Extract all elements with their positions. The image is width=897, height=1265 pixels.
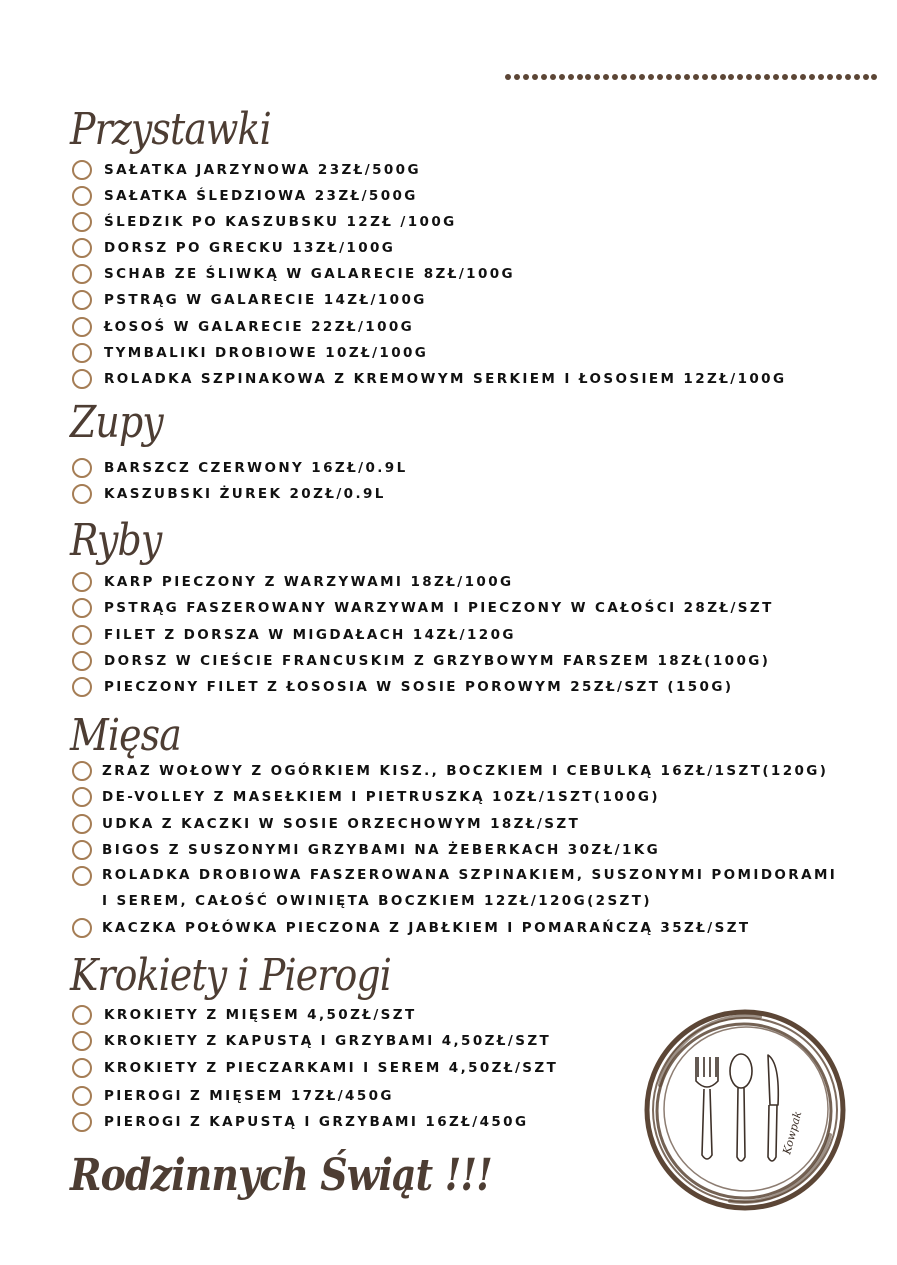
divider-dot [585,74,591,80]
checkbox-circle-icon[interactable] [72,1086,92,1106]
divider-dot [702,74,708,80]
menu-item[interactable] [72,319,414,337]
checkbox-circle-icon[interactable] [72,212,92,232]
checkbox-circle-icon[interactable] [72,918,92,938]
menu-item[interactable] [72,842,660,860]
menu-item[interactable] [72,653,770,671]
menu-item-label: PIECZONY FILET Z ŁOSOSIA W SOSIE POROWYM 25ZŁ/SZT (150G) [104,679,734,695]
divider-dot [711,74,717,80]
menu-item[interactable] [72,266,515,284]
menu-item-label: KARP PIECZONY Z WARZYWAMI 18ZŁ/100G [104,574,514,590]
menu-item-label: ROLADKA DROBIOWA FASZEROWANA SZPINAKIEM, SUSZONYMI POMIDORAMI I SEREM, CAŁOŚĆ OWINIĘTA BOCZKIEM 12ZŁ/120G(2SZT) [102,867,838,909]
checkbox-circle-icon[interactable] [72,1058,92,1078]
menu-item[interactable] [72,763,828,781]
checkbox-circle-icon[interactable] [72,1005,92,1025]
checkbox-circle-icon[interactable] [72,317,92,337]
menu-item-label: KACZKA POŁÓWKA PIECZONA Z JABŁKIEM I POMARAŃCZĄ 35ZŁ/SZT [102,920,751,936]
divider-dot [791,74,797,80]
menu-item-label: KROKIETY Z KAPUSTĄ I GRZYBAMI 4,50ZŁ/SZT [104,1033,552,1049]
divider-dot [755,74,761,80]
plate-cutlery-logo [640,1005,850,1215]
divider-dot [621,74,627,80]
checkbox-circle-icon[interactable] [72,651,92,671]
divider-dot [800,74,806,80]
checkbox-circle-icon[interactable] [72,1112,92,1132]
checkbox-circle-icon[interactable] [72,814,92,834]
section-title-zupy: Zupy [70,397,163,448]
menu-item-label: UDKA Z KACZKI W SOSIE ORZECHOWYM 18ZŁ/SZT [102,816,581,832]
menu-item[interactable] [72,240,395,258]
divider-dot [514,74,520,80]
checkbox-circle-icon[interactable] [72,369,92,389]
menu-item-label: KASZUBSKI ŻUREK 20ZŁ/0.9L [104,486,386,502]
menu-item-label: PIEROGI Z MIĘSEM 17ZŁ/450G [104,1088,394,1104]
divider-dot [639,74,645,80]
menu-item-label: SCHAB ZE ŚLIWKĄ W GALARECIE 8ZŁ/100G [104,266,516,282]
divider-dot [827,74,833,80]
logo-signature: Kowpak [780,1109,805,1156]
checkbox-circle-icon[interactable] [72,160,92,180]
divider-dot [720,74,726,80]
menu-item[interactable] [72,920,751,938]
divider-dot [728,74,734,80]
menu-item[interactable] [72,600,774,618]
menu-item[interactable] [72,627,516,645]
divider-dot [666,74,672,80]
menu-item[interactable] [72,1060,558,1078]
checkbox-circle-icon[interactable] [72,1031,92,1051]
divider-dot [773,74,779,80]
divider-dot [863,74,869,80]
menu-item-label: PSTRĄG FASZEROWANY WARZYWAM I PIECZONY W CAŁOŚCI 28ZŁ/SZT [104,600,774,616]
menu-item-label: SAŁATKA ŚLEDZIOWA 23ZŁ/500G [104,188,418,204]
menu-item-label: BARSZCZ CZERWONY 16ZŁ/0.9L [104,460,408,476]
divider-dot [836,74,842,80]
menu-item[interactable] [72,1033,551,1051]
divider-dot [782,74,788,80]
divider-dot [764,74,770,80]
divider-dot [532,74,538,80]
section-title-ryby: Ryby [70,515,162,566]
divider-dot [550,74,556,80]
checkbox-circle-icon[interactable] [72,866,92,886]
menu-item[interactable] [72,214,457,232]
menu-item-label: TYMBALIKI DROBIOWE 10ZŁ/100G [104,345,429,361]
divider-dot [675,74,681,80]
dotted-divider [505,71,878,83]
menu-item-label: ŚLEDZIK PO KASZUBSKU 12ZŁ /100G [104,214,457,230]
checkbox-circle-icon[interactable] [72,598,92,618]
menu-item[interactable] [72,789,660,807]
checkbox-circle-icon[interactable] [72,290,92,310]
holiday-greeting: Rodzinnych Świąt !!! [70,1150,492,1201]
divider-dot [612,74,618,80]
divider-dot [684,74,690,80]
checkbox-circle-icon[interactable] [72,343,92,363]
checkbox-circle-icon[interactable] [72,484,92,504]
menu-item[interactable] [72,162,421,180]
divider-dot [577,74,583,80]
menu-item[interactable] [72,679,733,697]
checkbox-circle-icon[interactable] [72,238,92,258]
divider-dot [809,74,815,80]
menu-item[interactable] [72,188,418,206]
section-title-przystawki: Przystawki [70,104,271,155]
divider-dot [871,74,877,80]
menu-item[interactable] [72,1088,394,1106]
divider-dot [648,74,654,80]
menu-item-label: PSTRĄG W GALARECIE 14ZŁ/100G [104,292,427,308]
checkbox-circle-icon[interactable] [72,572,92,592]
checkbox-circle-icon[interactable] [72,625,92,645]
checkbox-circle-icon[interactable] [72,458,92,478]
divider-dot [594,74,600,80]
menu-item-label: SAŁATKA JARZYNOWA 23ZŁ/500G [104,162,421,178]
menu-item[interactable] [72,1007,417,1025]
menu-item-label: KROKIETY Z MIĘSEM 4,50ZŁ/SZT [104,1007,417,1023]
menu-item[interactable] [72,345,428,363]
menu-item[interactable] [72,574,514,592]
divider-dot [737,74,743,80]
checkbox-circle-icon[interactable] [72,264,92,284]
divider-dot [630,74,636,80]
section-title-miesa: Mięsa [70,710,181,761]
menu-item-label: ZRAZ WOŁOWY Z OGÓRKIEM KISZ., BOCZKIEM I CEBULKĄ 16ZŁ/1SZT(120G) [102,763,829,779]
menu-item-label: PIEROGI Z KAPUSTĄ I GRZYBAMI 16ZŁ/450G [104,1114,529,1130]
menu-item-label: BIGOS Z SUSZONYMI GRZYBAMI NA ŻEBERKACH 30ZŁ/1KG [102,842,661,858]
checkbox-circle-icon[interactable] [72,787,92,807]
menu-item-label: ŁOSOŚ W GALARECIE 22ZŁ/100G [104,319,415,335]
checkbox-circle-icon[interactable] [72,677,92,697]
menu-item[interactable] [72,816,580,834]
checkbox-circle-icon[interactable] [72,186,92,206]
divider-dot [818,74,824,80]
checkbox-circle-icon[interactable] [72,761,92,781]
menu-item[interactable] [72,460,408,478]
divider-dot [854,74,860,80]
divider-dot [523,74,529,80]
menu-item[interactable] [72,292,427,310]
divider-dot [845,74,851,80]
menu-item[interactable] [72,868,842,914]
menu-item-label: DORSZ PO GRECKU 13ZŁ/100G [104,240,396,256]
menu-item[interactable] [72,486,386,504]
menu-item-label: FILET Z DORSZA W MIGDAŁACH 14ZŁ/120G [104,627,516,643]
checkbox-circle-icon[interactable] [72,840,92,860]
menu-item-label: DE-VOLLEY Z MASEŁKIEM I PIETRUSZKĄ 10ZŁ/1SZT(100G) [102,789,660,805]
divider-dot [657,74,663,80]
menu-item[interactable] [72,1114,528,1132]
divider-dot [568,74,574,80]
menu-item[interactable] [72,371,786,389]
divider-dot [505,74,511,80]
divider-dot [541,74,547,80]
menu-item-label: ROLADKA SZPINAKOWA Z KREMOWYM SERKIEM I ŁOSOSIEM 12ZŁ/100G [104,371,787,387]
divider-dot [746,74,752,80]
divider-dot [693,74,699,80]
section-title-krokiety: Krokiety i Pierogi [70,950,391,1001]
menu-item-label: KROKIETY Z PIECZARKAMI I SEREM 4,50ZŁ/SZT [104,1060,559,1076]
menu-item-label: DORSZ W CIEŚCIE FRANCUSKIM Z GRZYBOWYM FARSZEM 18ZŁ(100G) [104,653,771,669]
divider-dot [603,74,609,80]
divider-dot [559,74,565,80]
